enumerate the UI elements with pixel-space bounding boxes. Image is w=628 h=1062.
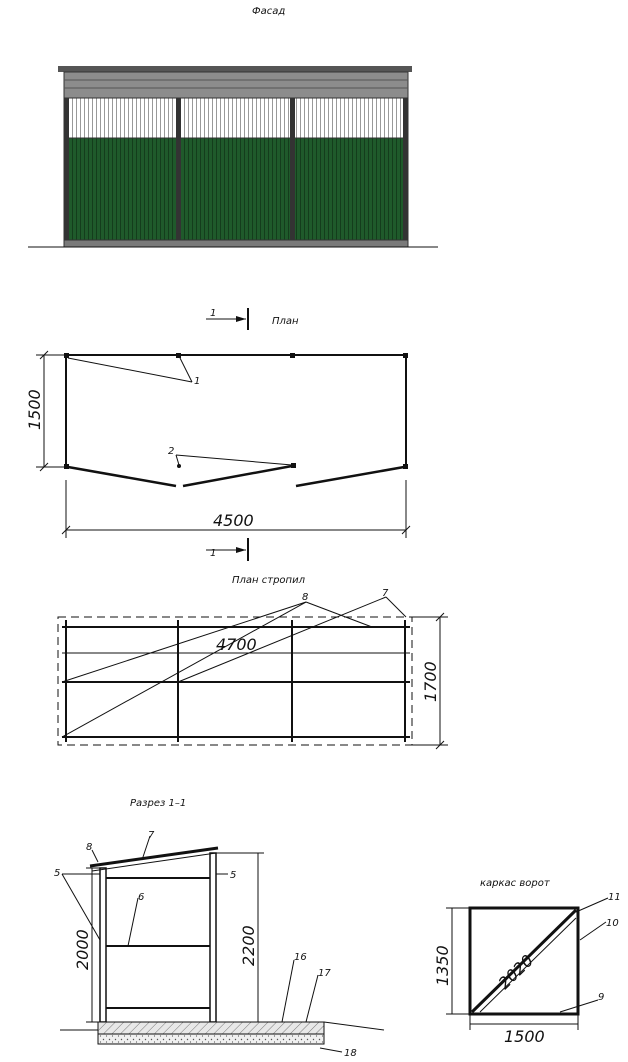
section-marker-17: 17 (318, 968, 331, 979)
rafter-marker-7: 7 (382, 588, 389, 599)
plan-view (25, 308, 410, 561)
section-marker-top-label: 1 (210, 308, 217, 319)
section-marker-5b: 5 (230, 870, 237, 881)
plan-dim-depth: 1500 (25, 389, 44, 430)
plan-gate-1 (68, 467, 176, 486)
section-roof (90, 848, 218, 866)
section-marker-18: 18 (344, 1048, 357, 1059)
gate-marker-9: 9 (598, 992, 605, 1003)
facade-roof-edge (58, 66, 412, 72)
section-marker-5a: 5 (54, 868, 61, 879)
gate-dim-diagonal: 2020 (494, 950, 538, 993)
gate-frame-title: каркас ворот (480, 878, 550, 889)
facade-view (28, 6, 438, 247)
facade-base (64, 240, 408, 247)
section-view (54, 798, 384, 1059)
plan-marker-1: 1 (194, 376, 201, 387)
plan-marker-2: 2 (168, 446, 175, 457)
plan-dim-width: 4500 (213, 511, 254, 530)
section-marker-bottom-label: 1 (210, 548, 217, 559)
gate-marker-10: 10 (606, 918, 619, 929)
plan-gate-3 (296, 467, 404, 486)
plan-title: План (272, 316, 299, 327)
facade-roof-fascia (64, 72, 408, 98)
rafter-dim-width: 4700 (216, 635, 257, 654)
gate-frame-view (433, 878, 621, 1046)
plan-gate-2 (183, 466, 292, 486)
facade-title: Фасад (252, 6, 286, 17)
section-concrete-slab (98, 1022, 324, 1034)
facade-upper-slats (64, 98, 408, 138)
rafter-dim-depth: 1700 (421, 661, 440, 702)
facade-green-panels (64, 138, 408, 240)
section-marker-7: 7 (148, 830, 155, 841)
section-dim-total: 2200 (239, 925, 258, 966)
section-gravel-bed (98, 1034, 324, 1044)
rafter-plan-title: План стропил (232, 575, 305, 586)
section-marker-8: 8 (86, 842, 93, 853)
gate-dim-height: 1350 (433, 945, 452, 986)
gate-dim-width: 1500 (504, 1027, 545, 1046)
gate-marker-11: 11 (608, 892, 621, 903)
section-back-post (210, 853, 216, 1022)
section-title: Разрез 1–1 (130, 798, 187, 809)
rafter-plan-view (58, 575, 448, 749)
section-marker-6: 6 (138, 892, 145, 903)
section-marker-16: 16 (294, 952, 307, 963)
section-front-post (100, 868, 106, 1022)
rafter-marker-8: 8 (302, 592, 309, 603)
section-dim-wall: 2000 (73, 929, 92, 970)
